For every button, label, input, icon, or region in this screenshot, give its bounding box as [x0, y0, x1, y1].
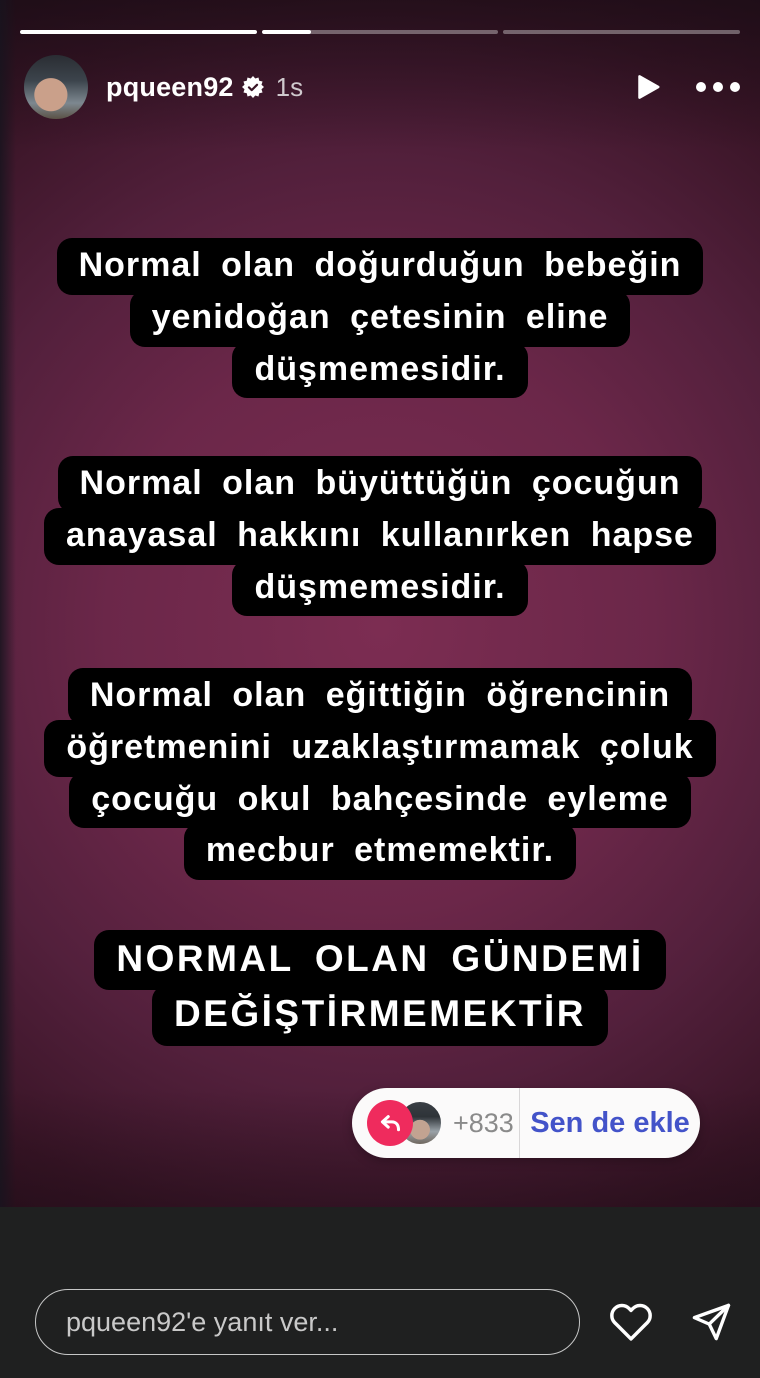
reaction-pill[interactable]	[352, 1088, 700, 1158]
progress-segment	[262, 30, 499, 34]
progress-segment	[20, 30, 257, 34]
story-text-line: düşmemesidir.	[232, 342, 527, 399]
verified-badge-icon	[242, 76, 264, 98]
story-text-line: Normal olan eğittiğin öğrencinin	[68, 668, 692, 725]
reply-input[interactable]	[35, 1289, 580, 1355]
more-options-icon[interactable]	[696, 82, 740, 92]
add-yours-button[interactable]: Sen de ekle	[530, 1106, 690, 1139]
progress-fill	[20, 30, 257, 34]
header-actions	[632, 71, 740, 103]
story-text-line: yenidoğan çetesinin eline	[130, 290, 631, 347]
share-paper-plane-icon[interactable]	[688, 1299, 734, 1345]
story-text-block	[0, 238, 760, 398]
story-text-line: öğretmenini uzaklaştırmamak çoluk	[44, 720, 715, 777]
story-progress-bar	[20, 30, 740, 34]
story-text-line: düşmemesidir.	[232, 560, 527, 617]
story-text-line: çocuğu okul bahçesinde eyleme	[69, 772, 691, 829]
progress-fill	[262, 30, 312, 34]
avatar[interactable]	[24, 55, 88, 119]
heart-icon[interactable]	[608, 1299, 654, 1345]
story-text-line: Normal olan büyüttüğün çocuğun	[58, 456, 703, 513]
reaction-count: +833	[453, 1107, 514, 1138]
story-text-line: DEĞİŞTİRMEMEKTİR	[152, 985, 608, 1045]
reaction-pill-left	[352, 1088, 520, 1158]
reply-bar	[0, 1207, 760, 1378]
play-icon[interactable]	[632, 71, 662, 103]
story-text-line: mecbur etmemektir.	[184, 823, 576, 880]
story-header	[24, 54, 740, 120]
story-text-block	[0, 930, 760, 1046]
reply-arrow-icon	[367, 1100, 413, 1146]
story-text-block	[0, 456, 760, 616]
username[interactable]: pqueen92	[106, 71, 234, 102]
story-text-block	[0, 668, 760, 880]
progress-segment	[503, 30, 740, 34]
story-text-line: NORMAL OLAN GÜNDEMİ	[94, 930, 665, 990]
story-text-line: anayasal hakkını kullanırken hapse	[44, 508, 716, 565]
story-timestamp: 1s	[275, 71, 304, 102]
story-text-line: Normal olan doğurduğun bebeğin	[57, 238, 704, 295]
